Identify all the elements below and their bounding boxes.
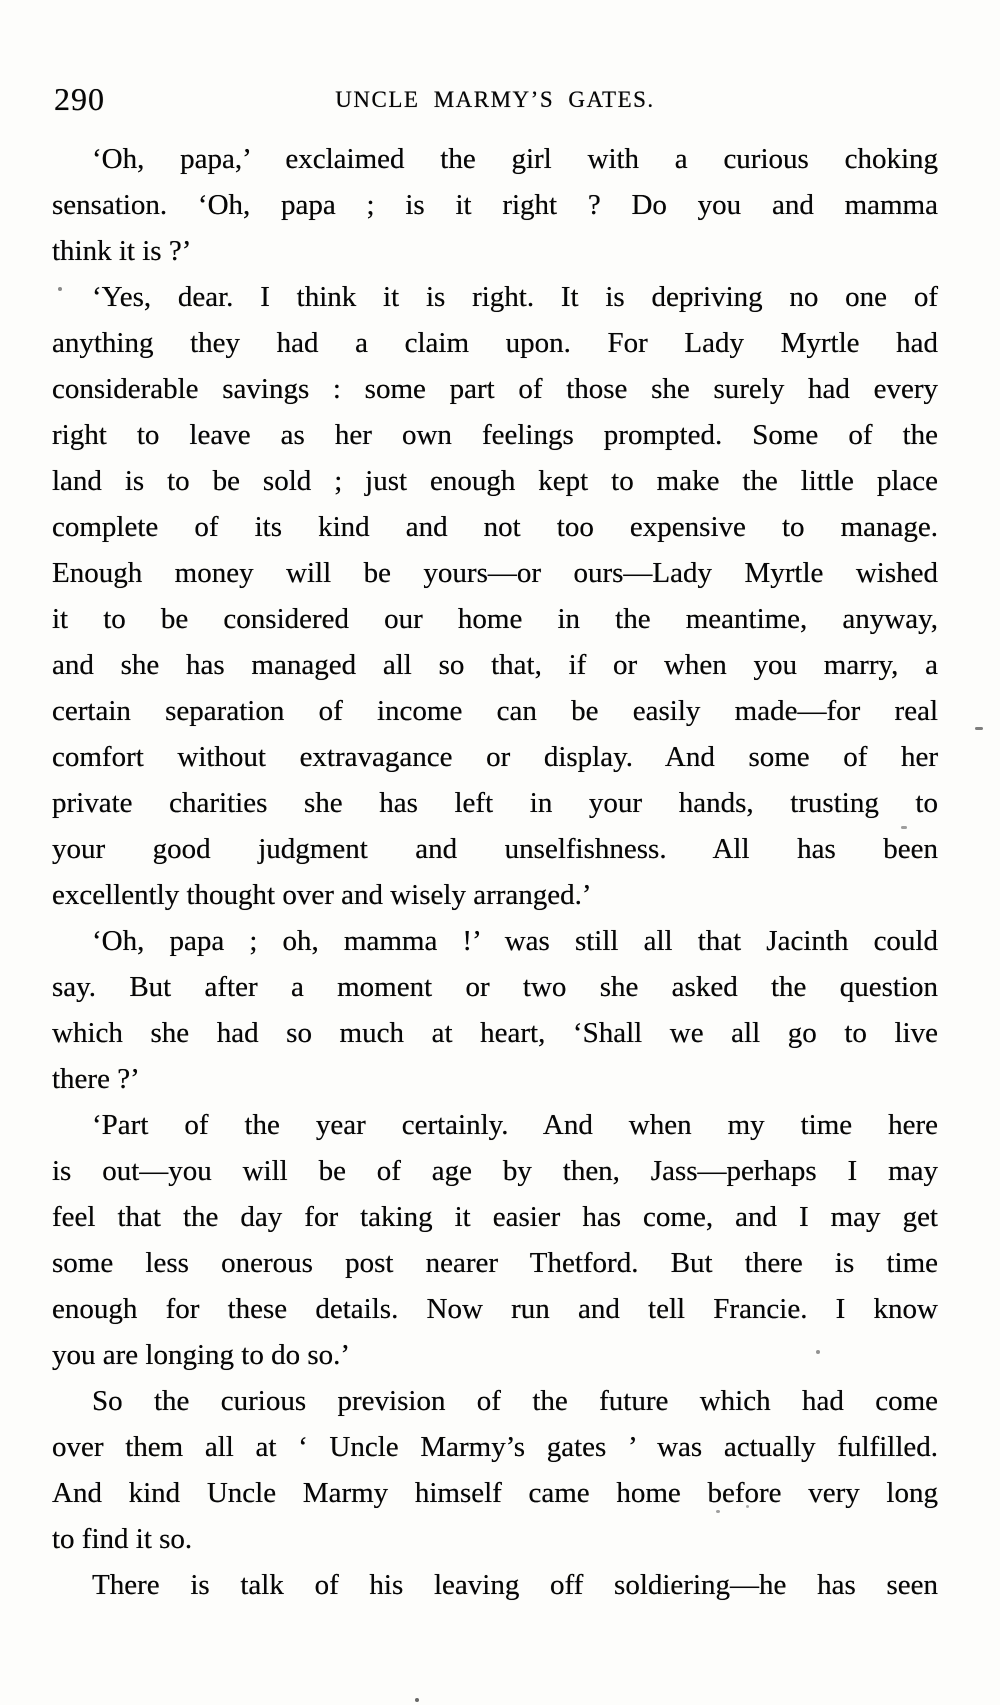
- text-line: certain separation of income can be easily made—for real: [52, 695, 938, 727]
- page-number: 290: [54, 81, 105, 117]
- text-line: comfort without extravagance or display. And some of her: [52, 741, 938, 773]
- paragraph: [52, 1102, 938, 1378]
- paragraph: [52, 918, 938, 1102]
- text-line: So the curious prevision of the future which had come: [92, 1385, 938, 1417]
- text-line: complete of its kind and not too expensive to manage.: [52, 511, 938, 543]
- text-line: it to be considered our home in the meantime, anyway,: [52, 603, 938, 635]
- text-line: think it is ?’: [52, 235, 192, 267]
- text-line: ‘Oh, papa,’ exclaimed the girl with a curious choking: [92, 143, 938, 175]
- text-line: enough for these details. Now run and tell Francie. I know: [52, 1293, 938, 1325]
- paragraph: [52, 1378, 938, 1562]
- text-line: say. But after a moment or two she asked the question: [52, 971, 938, 1003]
- scan-artifact: [975, 727, 983, 730]
- text-line: considerable savings : some part of those she surely had every: [52, 373, 938, 405]
- page-text: [52, 136, 938, 1608]
- scan-artifact: [58, 287, 62, 291]
- text-line: ‘Yes, dear. I think it is right. It is depriving no one of: [92, 281, 938, 313]
- text-line: And kind Uncle Marmy himself came home before very long: [52, 1477, 938, 1509]
- text-line: Enough money will be yours—or ours—Lady Myrtle wished: [52, 557, 938, 589]
- text-line: feel that the day for taking it easier has come, and I may get: [52, 1201, 938, 1233]
- text-line: and she has managed all so that, if or when you marry, a: [52, 649, 938, 681]
- paragraph: [52, 136, 938, 274]
- text-line: your good judgment and unselfishness. All has been: [52, 833, 938, 865]
- text-line: sensation. ‘Oh, papa ; is it right ? Do you and mamma: [52, 189, 938, 221]
- running-header: [52, 82, 938, 116]
- text-line: There is talk of his leaving off soldiering—he has seen: [92, 1569, 938, 1601]
- text-line: some less onerous post nearer Thetford. But there is time: [52, 1247, 938, 1279]
- text-line: land is to be sold ; just enough kept to make the little place: [52, 465, 938, 497]
- running-title: UNCLE MARMY’S GATES.: [335, 87, 655, 112]
- scan-artifact: [816, 1350, 820, 1354]
- text-line: you are longing to do so.’: [52, 1339, 351, 1371]
- text-line: right to leave as her own feelings prompted. Some of the: [52, 419, 938, 451]
- text-line: which she had so much at heart, ‘Shall we all go to live: [52, 1017, 938, 1049]
- text-line: there ?’: [52, 1063, 140, 1095]
- scan-artifact: [716, 1510, 720, 1513]
- text-line: excellently thought over and wisely arranged.’: [52, 879, 592, 911]
- text-line: private charities she has left in your hands, trusting to: [52, 787, 938, 819]
- text-line: anything they had a claim upon. For Lady Myrtle had: [52, 327, 938, 359]
- text-line: over them all at ‘ Uncle Marmy’s gates ’ was actually fulfilled.: [52, 1431, 938, 1463]
- text-line: to find it so.: [52, 1523, 193, 1555]
- text-line: ‘Oh, papa ; oh, mamma !’ was still all that Jacinth could: [92, 925, 938, 957]
- text-line: is out—you will be of age by then, Jass—perhaps I may: [52, 1155, 938, 1187]
- scan-artifact: [746, 1505, 749, 1508]
- text-line: ‘Part of the year certainly. And when my time here: [92, 1109, 938, 1141]
- scan-artifact: [901, 826, 907, 829]
- scan-artifact: [415, 1698, 419, 1702]
- paragraph: [52, 1562, 938, 1608]
- paragraph: [52, 274, 938, 918]
